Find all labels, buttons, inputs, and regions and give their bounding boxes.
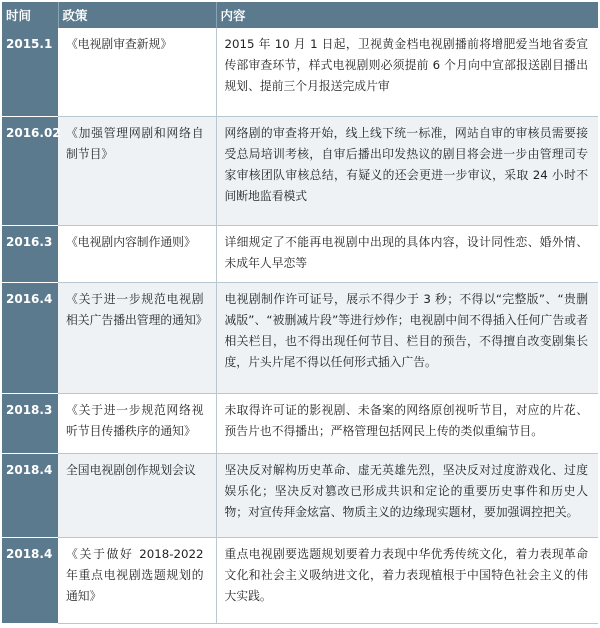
header-policy: 政策: [58, 2, 216, 28]
table-row: [2, 537, 598, 623]
row-policy: 《关于进一步规范网络视听节目传播秩序的通知》: [58, 393, 216, 453]
table-row: [2, 453, 598, 537]
row-content: 坚决反对解构历史革命、虚无英雄先烈，坚决反对过度游戏化、过度娱乐化；坚决反对篡改已形成共识和定论的重要历史事件和历史人物；对宣传拜金炫富、物质主义的边缘现实题材，要加强调控把关。: [216, 453, 598, 537]
row-policy: 《电视剧内容制作通则》: [58, 225, 216, 282]
table-row: [2, 28, 598, 116]
row-content: 电视剧制作许可证号，展示不得少于 3 秒；不得以“完整版”、“贵删减版”、“被删减片段”等进行炒作；电视剧中间不得插入任何广告或者相关栏目，也不得出现任何节目、栏目的预告，不得擅自改变剧集长度，片头片尾不得以任何形式插入广告。: [216, 282, 598, 393]
row-time: 2016.4: [2, 282, 58, 393]
row-content: 2015 年 10 月 1 日起，卫视黄金档电视剧播前将增肥爱当地省委宣传部审查环节，样式电视剧则必须提前 6 个月向中宣部报送剧目播出规划、提前三个月报送完成片审: [216, 28, 598, 116]
row-content: 详细规定了不能再电视剧中出现的具体内容，设计同性恋、婚外情、未成年人早恋等: [216, 225, 598, 282]
row-content: 重点电视剧要选题规划要着力表现中华优秀传统文化，着力表现革命文化和社会主义吸纳进文化，着力表现植根于中国特色社会主义的伟大实践。: [216, 537, 598, 623]
row-content: 未取得许可证的影视剧、未备案的网络原创视听节目，对应的片花、预告片也不得播出；严格管理包括网民上传的类似重编节目。: [216, 393, 598, 453]
row-policy: 《关于做好 2018-2022 年重点电视剧选题规划的通知》: [58, 537, 216, 623]
policy-table: [2, 2, 598, 624]
policy-table-container: [2, 2, 598, 624]
row-policy: 《加强管理网剧和网络自制节目》: [58, 116, 216, 225]
row-content: 网络剧的审查将开始，线上线下统一标准，网站自审的审核员需要接受总局培训考核，自审后播出印发热议的剧目将会进一步由管理司专家审核团队审核总结，有疑义的还会更进一步审议，采取 24 小时不间断地监看模式: [216, 116, 598, 225]
row-time: 2018.3: [2, 393, 58, 453]
table-row: [2, 225, 598, 282]
table-row: [2, 393, 598, 453]
table-header-row: [2, 2, 598, 28]
row-time: 2015.1: [2, 28, 58, 116]
row-policy: 全国电视剧创作规划会议: [58, 453, 216, 537]
header-time: 时间: [2, 2, 58, 28]
table-row: [2, 116, 598, 225]
row-time: 2018.4: [2, 453, 58, 537]
header-content: 内容: [216, 2, 598, 28]
row-policy: 《关于进一步规范电视剧相关广告播出管理的通知》: [58, 282, 216, 393]
row-time: 2016.3: [2, 225, 58, 282]
table-row: [2, 282, 598, 393]
row-policy: 《电视剧审查新规》: [58, 28, 216, 116]
row-time: 2018.4: [2, 537, 58, 623]
row-time: 2016.02: [2, 116, 58, 225]
